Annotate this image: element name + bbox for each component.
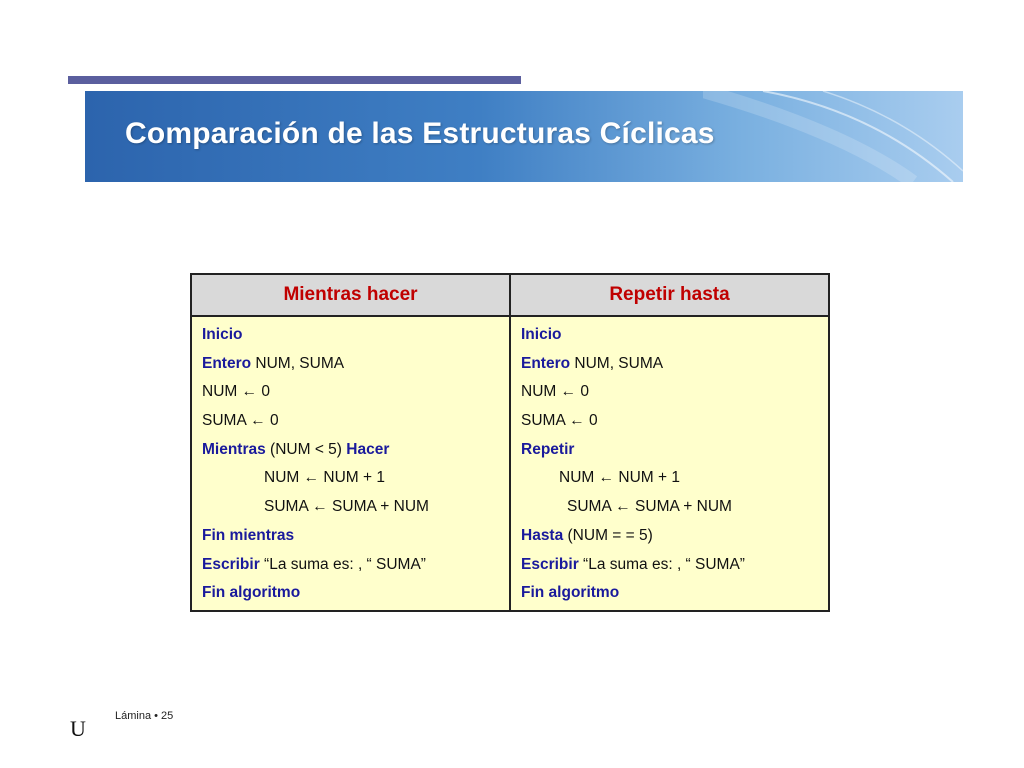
code-text: NUM, SUMA	[251, 354, 345, 372]
slide-number: Lámina • 25	[115, 710, 174, 722]
code-line	[202, 579, 501, 608]
code-line: NUM ← 0	[521, 383, 590, 401]
code-line	[521, 350, 820, 379]
code-line	[202, 551, 501, 580]
code-line	[202, 522, 501, 551]
code-line: SUMA ← 0	[521, 412, 598, 430]
keyword-escribir: Escribir	[521, 555, 579, 573]
code-line	[521, 522, 820, 551]
keyword-fin-algoritmo: Fin algoritmo	[521, 584, 620, 602]
repetir-code-cell	[510, 316, 829, 611]
header-mientras-hacer: Mientras hacer	[191, 274, 510, 316]
banner-swoosh-decoration	[703, 91, 963, 182]
code-text: NUM, SUMA	[570, 354, 664, 372]
table-body-row	[191, 316, 829, 611]
comparison-table	[190, 273, 830, 612]
code-line	[521, 579, 820, 608]
code-line: SUMA ← 0	[202, 412, 279, 430]
keyword-inicio: Inicio	[521, 326, 562, 343]
keyword-escribir: Escribir	[202, 555, 260, 573]
code-line	[521, 436, 820, 465]
keyword-entero: Entero	[202, 354, 252, 372]
keyword-hacer: Hacer	[346, 440, 390, 458]
title-banner	[85, 91, 963, 182]
code-line	[202, 436, 501, 465]
keyword-fin-mientras: Fin mientras	[202, 526, 295, 544]
accent-line	[68, 76, 521, 84]
slide-title: Comparación de las Estructuras Cíclicas	[125, 117, 715, 150]
keyword-repetir: Repetir	[521, 440, 575, 458]
code-text: (NUM < 5)	[265, 440, 347, 458]
code-text: (NUM = = 5)	[563, 526, 653, 544]
code-line: NUM ← 0	[202, 383, 271, 401]
code-line: SUMA ← SUMA + NUM	[567, 498, 732, 516]
code-line: NUM ← NUM + 1	[559, 469, 680, 487]
keyword-inicio: Inicio	[202, 326, 243, 343]
code-text: “La suma es: , “ SUMA”	[259, 555, 426, 573]
code-line	[521, 551, 820, 580]
code-line: SUMA ← SUMA + NUM	[264, 498, 429, 516]
keyword-mientras: Mientras	[202, 440, 266, 458]
keyword-fin-algoritmo: Fin algoritmo	[202, 584, 301, 602]
code-line: NUM ← NUM + 1	[264, 469, 385, 487]
mientras-code-cell	[191, 316, 510, 611]
footer-letter: U	[70, 716, 86, 741]
code-line	[202, 321, 501, 350]
keyword-entero: Entero	[521, 354, 571, 372]
header-repetir-hasta: Repetir hasta	[510, 274, 829, 316]
table-header-row	[191, 274, 829, 316]
code-line	[521, 321, 820, 350]
keyword-hasta: Hasta	[521, 526, 564, 544]
code-text: “La suma es: , “ SUMA”	[578, 555, 745, 573]
code-line	[202, 350, 501, 379]
